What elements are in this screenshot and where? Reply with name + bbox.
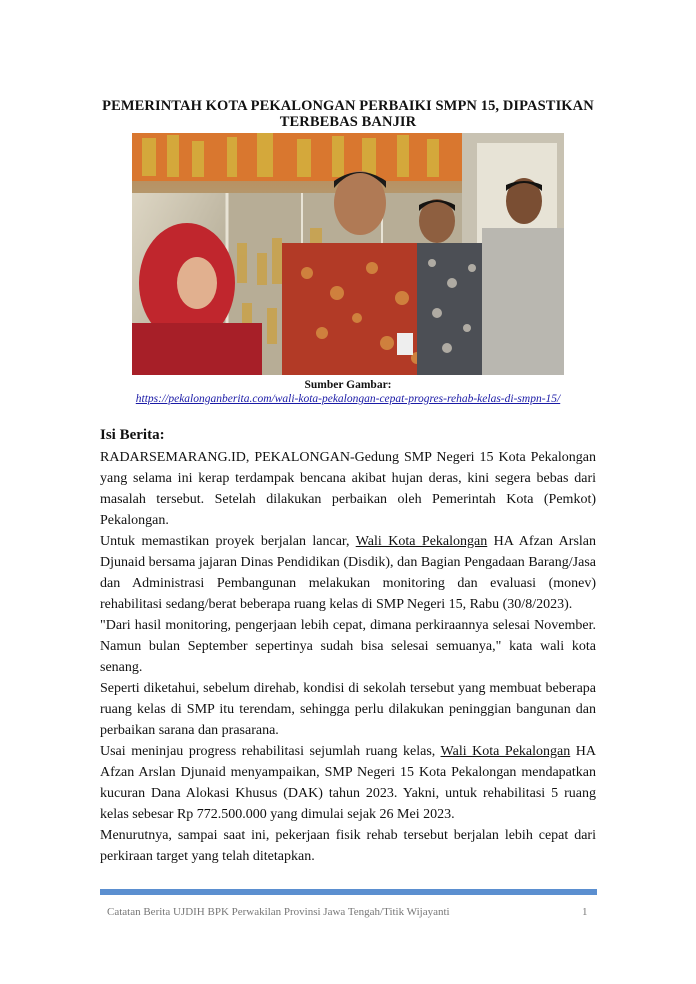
paragraph-2 — [100, 531, 596, 615]
paragraph-3: "Dari hasil monitoring, pengerjaan lebih cepat, dimana perkiraannya selesai November. Namun bulan September sepertinya sudah bisa selesai semuanya," kata wali kota senang. — [100, 618, 596, 675]
article-body — [100, 447, 596, 867]
footer-divider — [100, 889, 597, 895]
paragraph-2-post: HA Afzan Arslan Djunaid bersama jajaran Dinas Pendidikan (Disdik), dan Bagian Pengadaan Barang/Jasa dan Administrasi Pembangunan melakukan monitoring dan evaluasi (monev) rehabilitasi sedang/berat beberapa ruang kelas di SMP Negeri 15, Rabu (30/8/2023). — [100, 534, 596, 612]
wali-kota-link[interactable]: Wali Kota Pekalongan — [355, 534, 488, 549]
wali-kota-link[interactable]: Wali Kota Pekalongan — [440, 744, 571, 759]
footer-text: Catatan Berita UJDIH BPK Perwakilan Provinsi Jawa Tengah/Titik Wijayanti — [107, 906, 450, 918]
paragraph-4: Seperti diketahui, sebelum direhab, kondisi di sekolah tersebut yang membuat beberapa ruang kelas di SMP itu terendam, sehingga perlu dilakukan peninggian bangunan dan perbaikan sarana dan prasarana. — [100, 681, 596, 738]
image-source-link[interactable]: https://pekalonganberita.com/wali-kota-pekalongan-cepat-progres-rehab-kelas-di-smpn-15/ — [135, 393, 561, 405]
section-heading: Isi Berita: — [100, 427, 165, 443]
news-photo — [132, 133, 564, 375]
image-caption — [100, 378, 596, 406]
paragraph-1: RADARSEMARANG.ID, PEKALONGAN-Gedung SMP Negeri 15 Kota Pekalongan yang selama ini kerap terdampak bencana akibat hujan deras, kini segera bebas dari masalah tersebut. Setelah dilakukan perbaikan oleh Pemerintah Kota (Pemkot) Pekalongan. — [100, 450, 596, 528]
document-title: PEMERINTAH KOTA PEKALONGAN PERBAIKI SMPN 15, DIPASTIKAN TERBEBAS BANJIR — [102, 98, 594, 130]
paragraph-5 — [100, 741, 596, 825]
paragraph-2-pre: Untuk memastikan proyek berjalan lancar, — [100, 534, 356, 549]
paragraph-5-post: HA Afzan Arslan Djunaid menyampaikan, SMP Negeri 15 Kota Pekalongan mendapatkan kucuran Dana Alokasi Khusus (DAK) tahun 2023. Yakni, untuk rehabilitasi 5 ruang kelas sebesar Rp 772.500.000 yang dimulai sejak 26 Mei 2023. — [100, 744, 596, 822]
image-caption-label: Sumber Gambar: — [304, 379, 392, 391]
paragraph-5-pre: Usai meninjau progress rehabilitasi sejumlah ruang kelas, — [100, 744, 441, 759]
page-number: 1 — [582, 906, 588, 918]
paragraph-6: Menurutnya, sampai saat ini, pekerjaan fisik rehab tersebut berjalan lebih cepat dari perkiraan target yang telah ditetapkan. — [100, 828, 596, 864]
